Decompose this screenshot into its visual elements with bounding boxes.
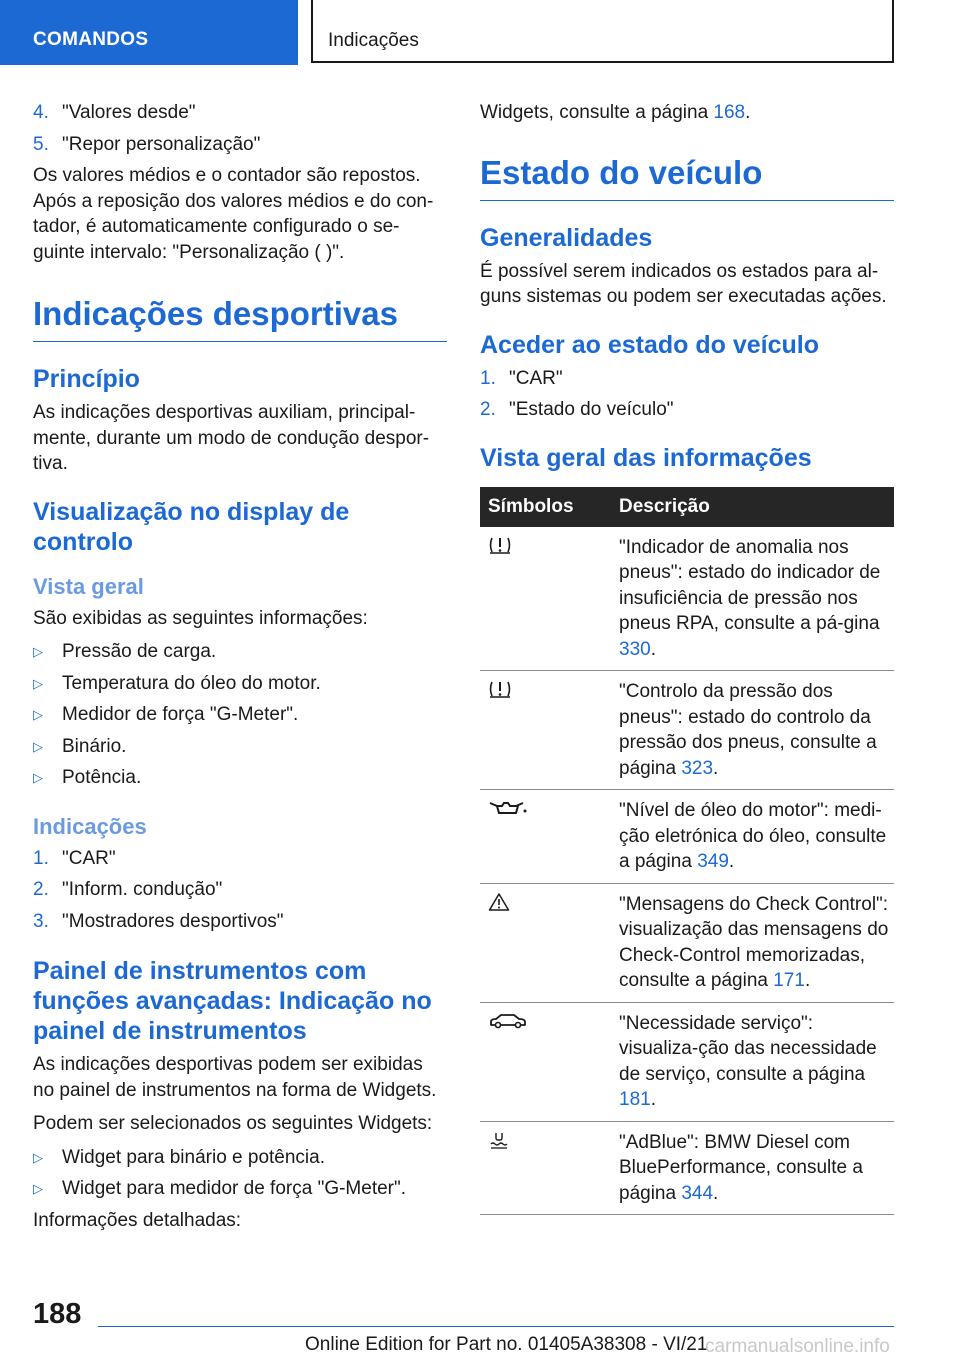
- bullet-item: [33, 639, 447, 665]
- paragraph: Informações detalhadas:: [33, 1209, 242, 1231]
- item-text: "Repor personalização": [62, 133, 261, 155]
- bullet-item: [33, 734, 447, 760]
- watermark: carmanualsonline.info: [705, 1336, 890, 1357]
- chapter-tab: [311, 0, 894, 63]
- description-cell: "Nível de óleo do motor": medi-ção eletrónica do óleo, consulte a página 349.: [619, 790, 894, 884]
- paragraph: As indicações desportivas podem ser exibidas no painel de instrumentos na forma de Widgets.: [33, 1054, 437, 1101]
- info-table: [480, 487, 894, 1216]
- item-text: "Inform. condução": [62, 879, 223, 900]
- section-tab-label: COMANDOS: [33, 29, 149, 50]
- paragraph: Widgets, consulte a página 168.: [480, 102, 751, 123]
- paragraph: Os valores médios e o contador são repostos. Após a reposição dos valores médios e do con-tador, é automaticamente configurado o se-guinte intervalo: "Personalização ( )".: [33, 165, 434, 263]
- list-item: [33, 846, 447, 872]
- check-control-warning-icon: [488, 892, 510, 912]
- list-item: [33, 909, 447, 935]
- ref-text: Widgets, consulte a página: [480, 102, 714, 123]
- item-number: 2.: [480, 399, 496, 420]
- description-cell: "Indicador de anomalia nos pneus": estado do indicador de insuficiência de pressão nos pneus RPA, consulte a pá-gina 330.: [619, 527, 894, 671]
- page-link[interactable]: 349: [697, 851, 729, 872]
- page-link[interactable]: 171: [773, 970, 805, 991]
- triangle-bullet-icon: ▷: [33, 738, 43, 754]
- page-link[interactable]: 323: [681, 757, 714, 779]
- bullet-item: [33, 1145, 447, 1171]
- list-item: [33, 100, 447, 126]
- page-link[interactable]: 344: [681, 1182, 714, 1204]
- description-text: "Controlo da pressão dos pneus": estado do controlo da pressão dos pneus, consulte a página: [619, 681, 877, 779]
- list-item: [480, 397, 894, 423]
- list-item: [33, 877, 447, 903]
- service-car-icon: [488, 1011, 528, 1031]
- subheading: Generalidades: [480, 223, 653, 252]
- item-text: "CAR": [509, 367, 563, 389]
- item-text: Binário.: [62, 735, 127, 757]
- right-column: [480, 100, 894, 1215]
- page-link[interactable]: 168: [713, 102, 746, 123]
- table-row: [480, 790, 894, 884]
- column-header: Símbolos: [480, 487, 619, 527]
- paragraph: Podem ser selecionados os seguintes Widgets:: [33, 1113, 433, 1134]
- item-number: 2.: [33, 879, 49, 900]
- triangle-bullet-icon: ▷: [33, 707, 43, 722]
- item-text: "Mostradores desportivos": [62, 910, 284, 932]
- symbol-cell: [480, 1002, 619, 1121]
- subheading: Princípio: [33, 365, 140, 393]
- table-row: [480, 1121, 894, 1215]
- item-number: 4.: [33, 102, 49, 123]
- description-cell: "Mensagens do Check Control": visualização das mensagens do Check-Control memorizadas, consulte a página 171.: [619, 883, 894, 1002]
- bullet-item: [33, 671, 447, 697]
- tire-pressure-warning-icon: [488, 535, 512, 555]
- description-text: "Nível de óleo do motor": medi-ção eletrónica do óleo, consulte a página: [619, 800, 887, 872]
- item-text: Medidor de força "G-Meter".: [62, 704, 299, 725]
- description-cell: "Controlo da pressão dos pneus": estado do controlo da pressão dos pneus, consulte a página 323.: [619, 671, 894, 790]
- paragraph: As indicações desportivas auxiliam, principal-mente, durante um modo de condução despor-tiva.: [33, 402, 430, 474]
- minor-heading: Vista geral: [33, 573, 144, 599]
- item-text: "CAR": [62, 847, 116, 869]
- symbol-cell: [480, 883, 619, 1002]
- page-link[interactable]: 181: [619, 1089, 651, 1110]
- footer-divider: [98, 1326, 894, 1327]
- list-item: [33, 132, 447, 158]
- item-number: 1.: [33, 847, 49, 869]
- item-number: 1.: [480, 367, 496, 389]
- item-text: Pressão de carga.: [62, 641, 217, 662]
- description-cell: "Necessidade serviço": visualiza-ção das necessidade de serviço, consulte a página 181.: [619, 1002, 894, 1121]
- paragraph: É possível serem indicados os estados para al-guns sistemas ou podem ser executadas ações.: [480, 260, 887, 307]
- chapter-tab-label: Indicações: [328, 30, 419, 51]
- table-row: [480, 1002, 894, 1121]
- description-cell: "AdBlue": BMW Diesel com BluePerformance, consulte a página 344.: [619, 1121, 894, 1215]
- description-text: "Indicador de anomalia nos pneus": estado do indicador de insuficiência de pressão nos pneus RPA, consulte a pá-gina: [619, 536, 881, 634]
- subheading: Aceder ao estado do veículo: [480, 330, 819, 359]
- page-link[interactable]: 330: [619, 638, 651, 660]
- page-number: 188: [33, 1298, 82, 1330]
- item-number: 3.: [33, 910, 49, 932]
- tire-pressure-control-icon: [488, 679, 512, 699]
- item-text: Widget para medidor de força "G-Meter".: [62, 1178, 407, 1199]
- list-item: [480, 366, 894, 392]
- adblue-icon: [488, 1130, 510, 1150]
- table-header-row: [480, 487, 894, 527]
- table-row: [480, 883, 894, 1002]
- symbol-cell: [480, 527, 619, 671]
- bullet-item: [33, 702, 447, 728]
- item-text: Temperatura do óleo do motor.: [62, 672, 321, 694]
- item-text: "Estado do veículo": [509, 399, 674, 420]
- triangle-bullet-icon: ▷: [33, 770, 43, 785]
- description-text: "AdBlue": BMW Diesel com BluePerformance, consulte a página: [619, 1131, 863, 1204]
- symbol-cell: [480, 1121, 619, 1215]
- oil-level-icon: [488, 798, 528, 818]
- column-header: Descrição: [619, 487, 894, 527]
- description-text: "Mensagens do Check Control": visualização das mensagens do Check-Control memorizadas, consulte a página: [619, 893, 889, 991]
- item-text: "Valores desde": [62, 102, 196, 123]
- paragraph: São exibidas as seguintes informações:: [33, 607, 368, 629]
- symbol-cell: [480, 790, 619, 884]
- triangle-bullet-icon: ▷: [33, 1181, 43, 1196]
- footer-edition: Online Edition for Part no. 01405A38308 - VI/21: [305, 1334, 708, 1355]
- triangle-bullet-icon: ▷: [33, 675, 43, 691]
- bullet-item: [33, 1176, 447, 1202]
- description-text: "Necessidade serviço": visualiza-ção das necessidade de serviço, consulte a página: [619, 1012, 877, 1085]
- minor-heading: Indicações: [33, 813, 147, 839]
- table-row: [480, 671, 894, 790]
- subheading: Visualização no display de controlo: [33, 497, 350, 556]
- section-heading: Indicações desportivas: [33, 295, 447, 342]
- symbol-cell: [480, 671, 619, 790]
- item-text: Widget para binário e potência.: [62, 1146, 325, 1168]
- bullet-item: [33, 765, 447, 791]
- section-tab: [0, 0, 298, 65]
- item-number: 5.: [33, 133, 49, 155]
- triangle-bullet-icon: ▷: [33, 1149, 43, 1165]
- subheading: Vista geral das informações: [480, 443, 812, 472]
- left-column: [33, 100, 447, 1241]
- triangle-bullet-icon: ▷: [33, 644, 43, 659]
- subheading: Painel de instrumentos com funções avançadas: Indicação no painel de instrumentos: [33, 957, 432, 1045]
- table-row: [480, 527, 894, 671]
- item-text: Potência.: [62, 767, 142, 788]
- section-heading: Estado do veículo: [480, 154, 894, 201]
